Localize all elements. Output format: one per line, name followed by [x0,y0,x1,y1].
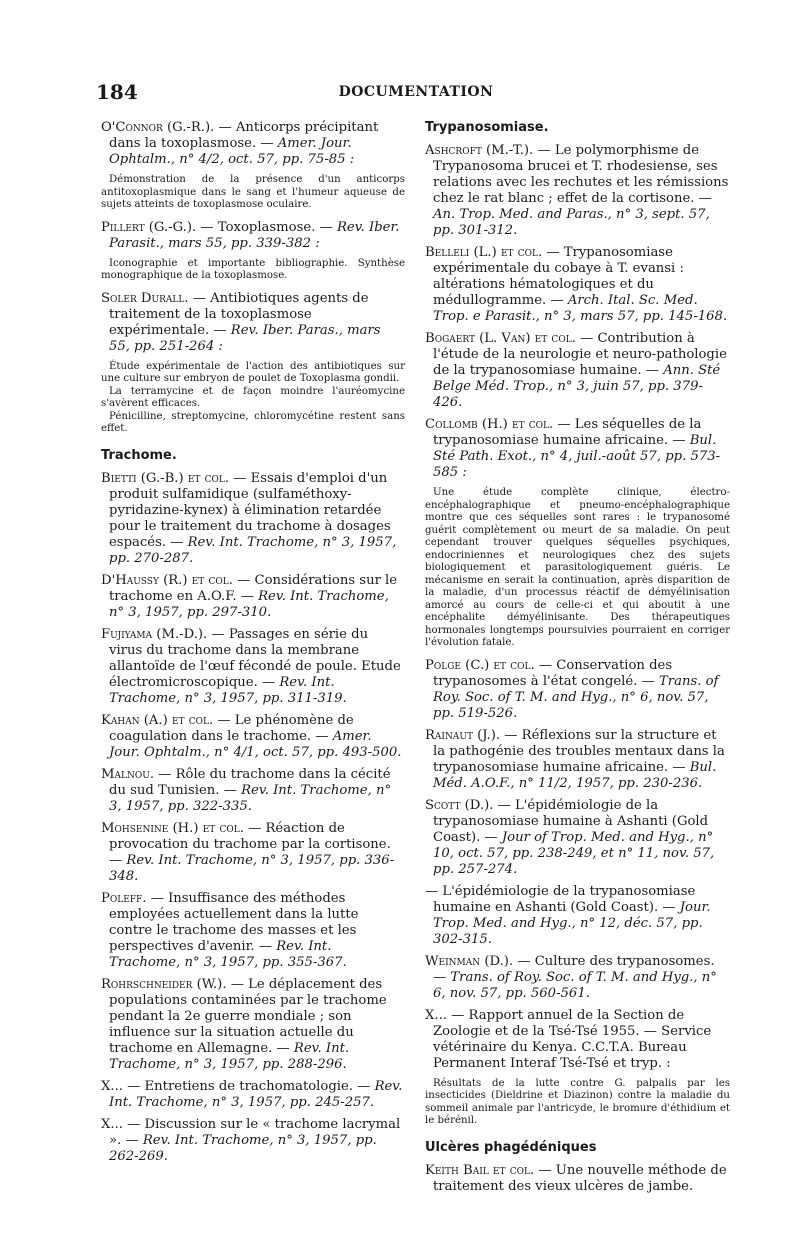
bibliography-entry [425,798,730,878]
entry-title: — Entretiens de trachomatologie. — [127,1078,371,1094]
entry-source-text: Ann. Sté Belge Méd. Trop., n° 3, juin 57, pp. 379-426. [433,363,721,410]
entry-author: Rohrschneider (W.). [101,976,227,992]
entry-author: X... [425,1007,447,1023]
entry-author: Collomb (H.) et col. [425,417,554,432]
entry-author: Kahan (A.) et col. [101,712,214,728]
bibliography-entry [101,713,405,761]
bibliography-entry [101,977,405,1073]
entry-source-text: Rev. Int. Trachome, n° 3, 1957, pp. 262-269. [109,1132,377,1164]
entry-title: — Le phénomène de coagulation dans le trachome. — [109,712,354,744]
entry-title: — Les séquelles de la trypanosomiase humaine africaine. — [433,417,702,448]
bibliography-entry [101,573,405,621]
entry-title: — Discussion sur le « trachome lacrymal ». — [109,1116,401,1148]
note-paragraph: Une étude complète clinique, électro-encéphalographique et pneumo-encéphalographique montre que ces séquelles sont rares : le trypanosomé guérit complètement ou meurt de sa maladie. On peut cependant trouver quelques séquelles psychiques, endocriniennes et neurologiques chez des sujets biologiquement et parasitologiquement guéris. Le mécanisme en serait la continuation, après disparition de la maladie, d'un processus réactif de démyélinisation amorcé au cours de celle-ci et qui aboutit à une encéphalite démyélinisante. Des thérapeutiques hormonales longtemps poursuivies pourraient en corriger l'évolution fatale. [425,487,730,648]
entry-source-text: Bul. Sté Path. Exot., n° 4, juil.-août 57, pp. 573-585 : [433,433,721,480]
entry-source-text: Rev. Iber. Parasit., mars 55, pp. 339-382 : [109,219,400,251]
entry-note [425,487,730,650]
running-title: DOCUMENTATION [338,84,494,100]
entry-title: — Essais d'emploi d'un produit sulfamidique (sulfaméthoxy-pyridazine-kynex) à élimination retardée pour le traitement du trachome à dosages espacés. — [109,470,391,550]
entry-author: O'Connor (G.-R.). [101,120,215,135]
note-paragraph: Iconographie et importante bibliographie. Synthèse monographique de la toxoplasmose. [101,257,405,281]
right-column [425,120,730,1201]
entry-title: — Insuffisance des méthodes employées actuellement dans la lutte contre le trachome des masses et les perspectives d'avenir. — [109,890,359,954]
note-paragraph: Étude expérimentale de l'action des antibiotiques sur une culture sur embryon de poulet de Toxoplasma gondii. [101,360,405,384]
entry-author: Bietti (G.-B.) et col. [101,470,230,486]
entry-source-text: Trans. of Roy. Soc. of T. M. and Hyg., n° 6, nov. 57, pp. 560-561. [433,969,717,1001]
entry-author: Fujiyama (M.-D.). [101,626,208,642]
entry-title: — Toxoplasmose. — [200,219,333,235]
bibliography-entry [101,291,405,355]
entry-source-text: Rev. Int. Trachome, n° 3, 1957, pp. 245-257. [109,1078,403,1110]
entry-title: — Culture des trypanosomes. — [433,953,715,985]
entry-title: — Réflexions sur la structure et la pathogénie des troubles mentaux dans la trypanosomiase humaine africaine. — [433,727,725,775]
entry-title: — Réaction de provocation du trachome par la cortisone. — [109,820,391,868]
section-heading: Trypanosomiase. [425,120,549,135]
bibliography-entry [101,471,405,567]
page-header [96,80,736,110]
note-paragraph: Résultats de la lutte contre G. palpalis par les insecticides (Dieldrine et Diazinon) contre la maladie du sommeil animale par l'antricyde, le bromure d'éthidium et le bérénil. [425,1077,730,1126]
left-column [101,120,405,1171]
entry-note [101,174,405,212]
bibliography-entry [101,821,405,885]
entry-source-text: Rev. Int. Trachome, n° 3, 1957, pp. 270-287. [109,534,397,566]
entry-source [109,1133,377,1164]
entry-author: Pillert (G.-G.). [101,219,197,235]
entry-source-text: Amer. Jour. Ophtalm., n° 4/1, oct. 57, pp. 493-500. [109,728,402,760]
entry-source-text: Rev. Int. Trachome, n° 3, 1957, pp. 288-296. [109,1040,350,1072]
bibliography-entry [425,728,730,792]
entry-source-text: Jour. Trop. Med. and Hyg., n° 12, déc. 57, pp. 302-315. [433,899,711,947]
bibliography-entry [425,143,730,239]
section-heading: Trachome. [101,447,177,463]
entry-author: Mohsenine (H.) et col. [101,820,244,836]
entry-source-text: Jour of Trop. Med. and Hyg., n° 10, oct. 57, pp. 238-249, et n° 11, nov. 57, pp. 257-274. [433,829,715,877]
entry-author: Malnou. [101,766,155,782]
bibliography-entry [101,1117,405,1165]
entry-author: Rainaut (J.). [425,727,501,743]
entry-source-text: Rev. Int. Trachome, n° 3, 1957, pp. 336-348. [109,852,395,884]
note-paragraph: Démonstration de la présence d'un anticorps antitoxoplasmique dans le sang et l'humeur aqueuse de sujets atteints de toxoplasmose oculaire. [101,174,405,210]
entry-title: — Conservation des trypanosomes à l'état congelé. — [433,657,673,689]
bibliography-entry [101,891,405,971]
entry-title: — Trypanosomiase expérimentale du cobaye à T. evansi : altérations hématologiques et du médullogramme. — [433,245,684,308]
entry-source-text: Rev. Int. Trachome, n° 3, 1957, pp. 297-310. [109,588,389,620]
bibliography-entry [101,767,405,815]
page-number: 184 [96,80,138,104]
entry-title: — Une nouvelle méthode de traitement des vieux ulcères de jambe. [433,1162,727,1194]
entry-source-text: Arch. Ital. Sc. Med. Trop. e Parasit., n° 3, mars 57, pp. 145-168. [433,293,728,324]
entry-title: — Anticorps précipitant dans la toxoplasmose. — [109,120,379,151]
entry-title: — Passages en série du virus du trachome dans la membrane allantoïde de l'œuf fécondé de poule. Etude électromicroscopique. — [109,626,401,690]
bibliography-entry [425,954,730,1002]
entry-author: Polge (C.) et col. [425,657,535,673]
bibliography-entry [425,658,730,722]
entry-source-text: Rev. Int. Trachome, n° 3, 1957, pp. 322-335. [109,782,392,814]
entry-source-text: Amer. Jour. Ophtalm., n° 4/2, oct. 57, pp. 75-85 : [109,136,355,167]
entry-author: Keith Bail et col. [425,1162,535,1178]
entry-note [101,361,405,436]
bibliography-entry [101,220,405,252]
entry-source-text: Rev. Int. Trachome, n° 3, 1957, pp. 311-319. [109,674,347,706]
note-paragraph: La terramycine et de façon moindre l'auréomycine s'avèrent efficaces. [101,385,405,409]
entry-author: Weinman (D.). [425,953,514,969]
bibliography-entry [101,120,405,168]
entry-title: — Le déplacement des populations contaminées par le trachome pendant la 2e guerre mondiale ; son influence sur la situation actuelle du trachome en Allemagne. — [109,976,387,1056]
entry-author: Belleli (L.) et col. [425,245,543,260]
bibliography-entry [101,627,405,707]
entry-title: — Contribution à l'étude de la neurologie et neuro-pathologie de la trypanosomiase humaine. — [433,331,727,378]
entry-source-text: Rev. Iber. Paras., mars 55, pp. 251-264 : [109,322,381,354]
entry-source [433,207,710,238]
entry-title: — Considérations sur le trachome en A.O.F. — [109,572,398,604]
entry-author: X... [101,1078,123,1094]
entry-author: Poleff. [101,890,147,906]
entry-source-text: Trans. of Roy. Soc. of T. M. and Hyg., n° 6, nov. 57, pp. 519-526. [433,673,719,721]
entry-author: Ashcroft (M.-T.). [425,143,534,158]
note-paragraph: Pénicilline, streptomycine, chloromycétine restent sans effet. [101,410,405,434]
entry-author: D'Haussy (R.) et col. [101,572,233,588]
bibliography-entry [425,331,730,411]
entry-author: X... [101,1116,123,1132]
entry-title: — L'épidémiologie de la trypanosomiase humaine à Ashanti (Gold Coast). — [433,797,709,845]
bibliography-entry [425,1163,730,1195]
entry-author: Scott (D.). [425,797,494,813]
entry-source-text: Bul. Méd. A.O.F., n° 11/2, 1957, pp. 230-236. [433,759,717,791]
bibliography-entry [425,884,730,948]
entry-note [101,258,405,283]
section-heading: Ulcères phagédéniques [425,1139,597,1155]
entry-title: — Rapport annuel de la Section de Zoologie et de la Tsé-Tsé 1955. — Service vétérinaire du Kenya. C.C.T.A. Bureau Permanent Interaf Tsé-Tsé et tryp. : [433,1007,712,1071]
entry-title: — Antibiotiques agents de traitement de la toxoplasmose expérimentale. — [109,290,369,338]
bibliography-entry [101,1079,405,1111]
entry-source-text: An. Trop. Med. and Paras., n° 3, sept. 57, pp. 301-312. [433,207,710,238]
bibliography-entry [425,1008,730,1072]
entry-author: Soler Durall. [101,290,189,306]
entry-source-text: Rev. Int. Trachome, n° 3, 1957, pp. 355-367. [109,938,347,970]
bibliography-entry [425,245,730,325]
entry-author: Bogaert (L. Van) et col. [425,331,576,346]
entry-source [109,853,394,884]
bibliography-entry [425,417,730,481]
entry-title: — Le polymorphisme de Trypanosoma brucei et T. rhodesiense, ses relations avec les rechutes et les rémissions chez le rat blanc ; effet de la cortisone. — [433,143,729,206]
entry-title: — Rôle du trachome dans la cécité du sud Tunisien. — [109,766,391,798]
entry-title: — L'épidémiologie de la trypanosomiase humaine en Ashanti (Gold Coast). — [425,883,696,915]
entry-source [433,970,717,1001]
entry-note [425,1078,730,1128]
